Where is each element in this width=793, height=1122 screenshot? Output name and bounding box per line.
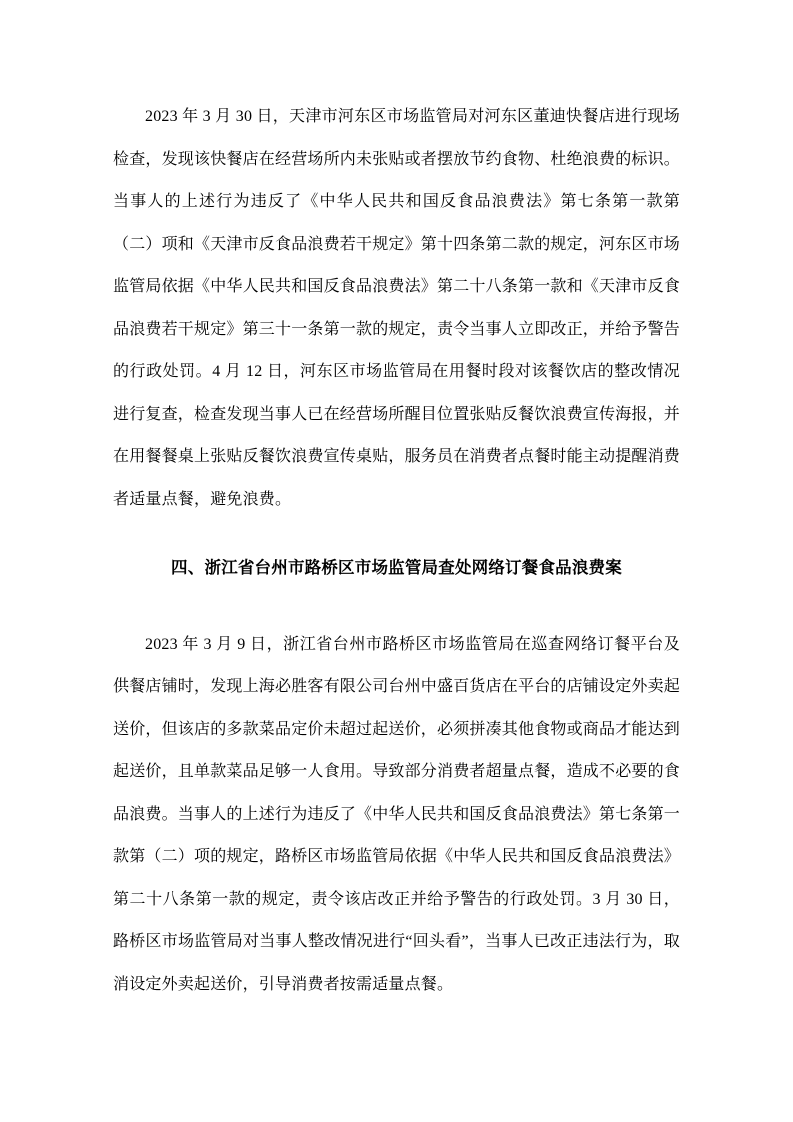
paragraph-case4-taizhou-luqiao: 2023 年 3 月 9 日，浙江省台州市路桥区市场监管局在巡查网络订餐平台及供餐店铺时，发现上海必胜客有限公司台州中盛百货店在平台的店铺设定外卖起送价，但该店的多款菜品定价未超过起送价，必须拼凑其他食物或商品才能达到起送价，且单款菜品足够一人食用。导致部分消费者超量点餐，造成不必要的食品浪费。当事人的上述行为违反了《中华人民共和国反食品浪费法》第七条第一款第（二）项的规定，路桥区市场监管局依据《中华人民共和国反食品浪费法》第二十八条第一款的规定，责令该店改正并给予警告的行政处罚。3 月 30 日，路桥区市场监管局对当事人整改情况进行“回头看”，当事人已改正违法行为，取消设定外卖起送价，引导消费者按需适量点餐。 bbox=[113, 635, 681, 993]
paragraph-case3-tianjin-hedong: 2023 年 3 月 30 日，天津市河东区市场监管局对河东区董迪快餐店进行现场检查，发现该快餐店在经营场所内未张贴或者摆放节约食物、杜绝浪费的标识。当事人的上述行为违反了《中华人民共和国反食品浪费法》第七条第一款第（二）项和《天津市反食品浪费若干规定》第十四条第二款的规定，河东区市场监管局依据《中华人民共和国反食品浪费法》第二十八条第一款和《天津市反食品浪费若干规定》第三十一条第一款的规定，责令当事人立即改正，并给予警告的行政处罚。4 月 12 日，河东区市场监管局在用餐时段对该餐饮店的整改情况进行复查，检查发现当事人已在经营场所醒目位置张贴反餐饮浪费宣传海报，并在用餐餐桌上张贴反餐饮浪费宣传桌贴，服务员在消费者点餐时能主动提醒消费者适量点餐，避免浪费。 bbox=[113, 108, 681, 508]
heading-case4-taizhou-luqiao: 四、浙江省台州市路桥区市场监管局查处网络订餐食品浪费案 bbox=[171, 558, 622, 577]
